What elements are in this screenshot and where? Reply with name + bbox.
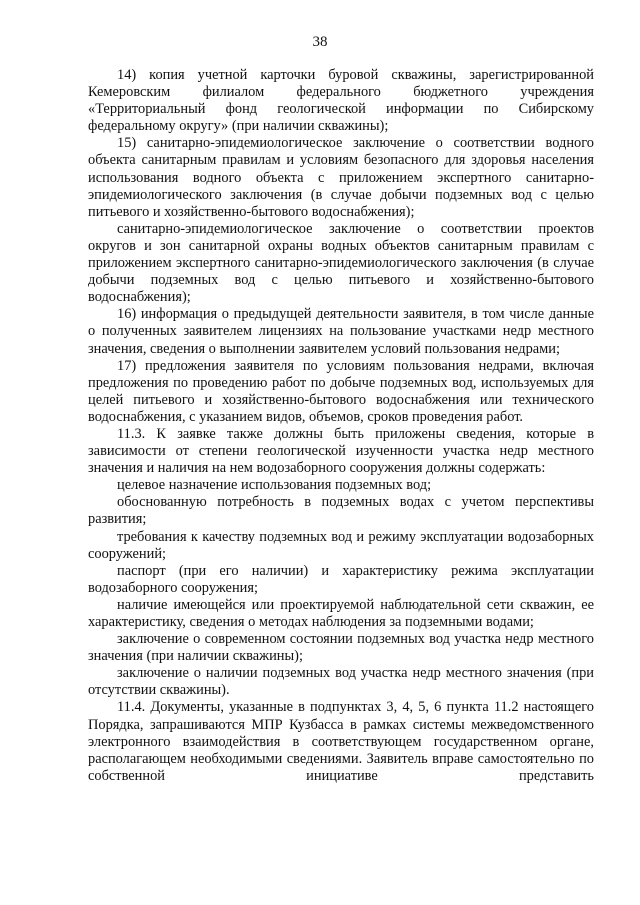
page-number: 38 xyxy=(312,34,328,50)
paragraph-item-17: 17) предложения заявителя по условиям пользования недрами, включая предложения по проведению работ по добыче подземных вод, используемых для целей питьевого и хозяйственно-бытового водоснабжения или технического водоснабжения, с указанием видов, объемов, сроков проведения работ. xyxy=(88,357,594,425)
paragraph-section-11-3: 11.3. К заявке также должны быть приложены сведения, которые в зависимости от степени геологической изученности участка недр местного значения и наличия на нем водозаборного сооружения должны содержать: xyxy=(88,425,594,477)
paragraph-section-11-4: 11.4. Документы, указанные в подпунктах 3, 4, 5, 6 пункта 11.2 настоящего Порядка, запрашиваются МПР Кузбасса в рамках системы межведомственного электронного взаимодействия в соответствующем государственном органе, располагающем необходимыми сведениями. Заявитель вправе самостоятельно по собственной инициативе представить xyxy=(88,699,594,784)
paragraph-purpose: целевое назначение использования подземных вод; xyxy=(117,477,432,494)
paragraph-passport: паспорт (при его наличии) и характеристику режима эксплуатации водозаборного сооружения; xyxy=(88,562,594,596)
paragraph-observation-network: наличие имеющейся или проектируемой наблюдательной сети скважин, ее характеристику, сведения о методах наблюдения за подземными водами; xyxy=(88,596,594,630)
paragraph-item-16: 16) информация о предыдущей деятельности заявителя, в том числе данные о полученных заявителем лицензиях на пользование участками недр местного значения, сведения о выполнении заявителем условий пользования недрами; xyxy=(88,306,594,357)
paragraph-item-15: 15) санитарно-эпидемиологическое заключение о соответствии водного объекта санитарным правилам и условиям безопасного для здоровья населения использования водного объекта с приложением экспертного санитарно-эпидемиологического заключения (в случае добычи подземных вод с целью питьевого и хозяйственно-бытового водоснабжения); xyxy=(88,135,594,220)
paragraph-current-state: заключение о современном состоянии подземных вод участка недр местного значения (при наличии скважины); xyxy=(88,631,594,665)
paragraph-quality-requirements: требования к качеству подземных вод и режиму эксплуатации водозаборных сооружений; xyxy=(88,528,594,562)
paragraph-availability: заключение о наличии подземных вод участка недр местного значения (при отсутствии скважины). xyxy=(88,665,594,699)
paragraph-need: обоснованную потребность в подземных водах с учетом перспективы развития; xyxy=(88,494,594,528)
paragraph-sanitary-zones: санитарно-эпидемиологическое заключение о соответствии проектов округов и зон санитарной охраны водных объектов санитарным правилам с приложением экспертного санитарно-эпидемиологического заключения (в случае добычи подземных вод с целью питьевого и хозяйственно-бытового водоснабжения); xyxy=(88,220,594,306)
paragraph-item-14: 14) копия учетной карточки буровой скважины, зарегистрированной Кемеровским филиалом федерального бюджетного учреждения «Территориальный фонд геологической информации по Сибирскому федеральному округу» (при наличии скважины); xyxy=(88,67,594,135)
document-body xyxy=(88,67,594,785)
